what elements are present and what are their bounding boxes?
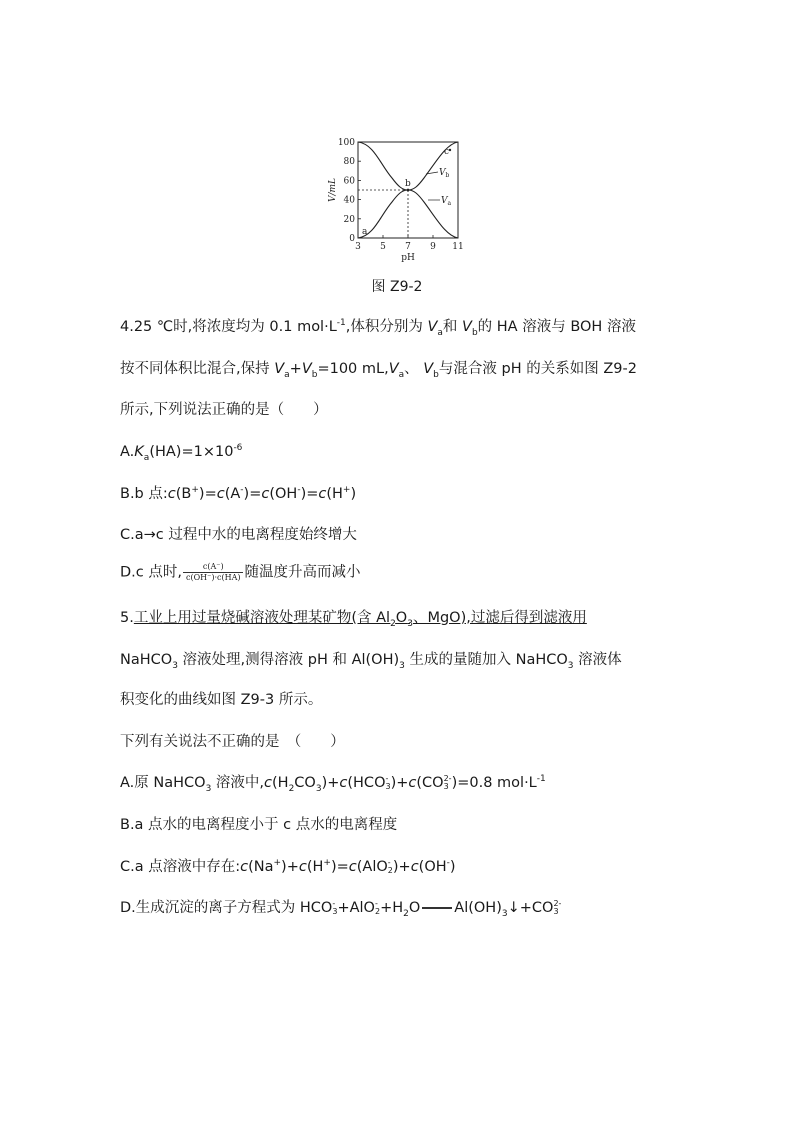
point-b-marker bbox=[407, 189, 410, 192]
x-tick-label: 3 bbox=[355, 242, 361, 252]
q5-stem-line-4: 下列有关说法不正确的是 （ ） bbox=[120, 734, 345, 750]
q4-option-c[interactable]: C.a→c 过程中水的电离程度始终增大 bbox=[120, 527, 357, 543]
q4-option-d[interactable]: D.c 点时, $\frac{c(A^-)}{c(OH^-)\cdot c(HA)}$ 随温度升高而减小 bbox=[120, 562, 361, 582]
q5-stem-line-3: 积变化的曲线如图 Z9-3 所示。 bbox=[120, 692, 323, 708]
q5-option-a[interactable]: A.原 NaHCO$_3$ 溶液中$,c(H_2CO_3)+c(HCO$ - 3 )+c(CO 2- 3 )=0.8 $mol\cdot L^{-1}$ bbox=[120, 774, 546, 794]
y-tick-label: 20 bbox=[343, 214, 355, 225]
titration-graph bbox=[322, 128, 472, 268]
q4-stem-line-3: 所示,下列说法正确的是（ ） bbox=[120, 402, 328, 418]
y-tick-labels bbox=[338, 138, 355, 244]
y-tick-label: 40 bbox=[343, 195, 355, 206]
fraction: $\frac{c(A^-)}{c(OH^-)\cdot c(HA)}$ bbox=[183, 562, 244, 583]
y-tick-label: 80 bbox=[343, 157, 355, 168]
y-tick-label: 60 bbox=[343, 176, 355, 187]
q5-option-d[interactable]: D.生成沉淀的离子方程式为 HCO - 3 +AlO - 2 $+H_2O$ $Al(OH)_3↓+CO$ 2- 3 bbox=[120, 899, 562, 919]
point-c-label: c bbox=[444, 147, 450, 157]
q4-option-b[interactable]: B.b 点:c(B+)=c(A-)=c(OH-)=c(H+) bbox=[120, 485, 357, 502]
point-b-label: b bbox=[405, 179, 411, 189]
x-tick-label: 9 bbox=[430, 242, 436, 252]
ion-charge: - 2 bbox=[374, 899, 381, 916]
equation-bar bbox=[422, 907, 452, 909]
x-tick-label: 7 bbox=[405, 242, 411, 252]
y-tick-label: 0 bbox=[349, 234, 355, 244]
curve-va-label: $V_a$ bbox=[441, 196, 452, 207]
q4-stem-line-1: 4.25 ℃时,将浓度均为 0.1 $mol\cdot L^{-1}$,体积分别为 $V_a$和 $V_b$的 HA 溶液与 BOH 溶液 bbox=[120, 318, 636, 338]
q5-stem-line-2: NaHCO$_3$ 溶液处理,测得溶液 pH 和 $Al(OH)_3$ 生成的量随加入 NaHCO$_3$ 溶液体 bbox=[120, 652, 622, 671]
q4-stem-line-2: 按不同体积比混合,保持 $V_a+V_b=100$ $mL,V_a$、 $V_b$与混合液 pH 的关系如图 Z9-2 bbox=[120, 361, 637, 380]
x-axis-label: pH bbox=[401, 253, 415, 263]
ion-charge: 2- 3 bbox=[553, 899, 562, 916]
q4-option-a[interactable]: $A.K_a(HA)=1\times 10^{-6}$ bbox=[120, 443, 243, 463]
ion-charge: - 2 bbox=[387, 858, 393, 875]
point-a-label: a bbox=[362, 227, 368, 237]
ion-charge: - 3 bbox=[332, 899, 338, 916]
figure-z9-2 bbox=[322, 128, 472, 268]
ion-charge: - 3 bbox=[385, 774, 391, 791]
y-axis-label: V/mL bbox=[328, 177, 338, 203]
x-tick-label: 11 bbox=[452, 242, 464, 252]
q5-option-c[interactable]: C.a 点溶液中存在:c(Na+)+c(H+)=c(AlO - 2 )+c(OH-) bbox=[120, 858, 456, 875]
point-c-marker bbox=[449, 149, 451, 151]
x-tick-label: 5 bbox=[380, 242, 386, 252]
q5-option-b[interactable]: B.a 点水的电离程度小于 c 点水的电离程度 bbox=[120, 817, 398, 833]
figure-caption: 图 Z9-2 bbox=[371, 279, 423, 295]
y-tick-label: 100 bbox=[337, 138, 355, 148]
ion-charge: 2- 3 bbox=[443, 774, 452, 791]
underlined-stem: 工业上用过量烧碱溶液处理某矿物(含 $Al_2O_3$、MgO),过滤后得到滤液用 bbox=[133, 610, 587, 629]
x-tick-labels bbox=[355, 242, 464, 252]
q5-stem-line-1: 5.工业上用过量烧碱溶液处理某矿物(含 $Al_2O_3$、MgO),过滤后得到滤液用 bbox=[120, 610, 587, 629]
curve-vb-label: $V_b$ bbox=[439, 168, 450, 179]
